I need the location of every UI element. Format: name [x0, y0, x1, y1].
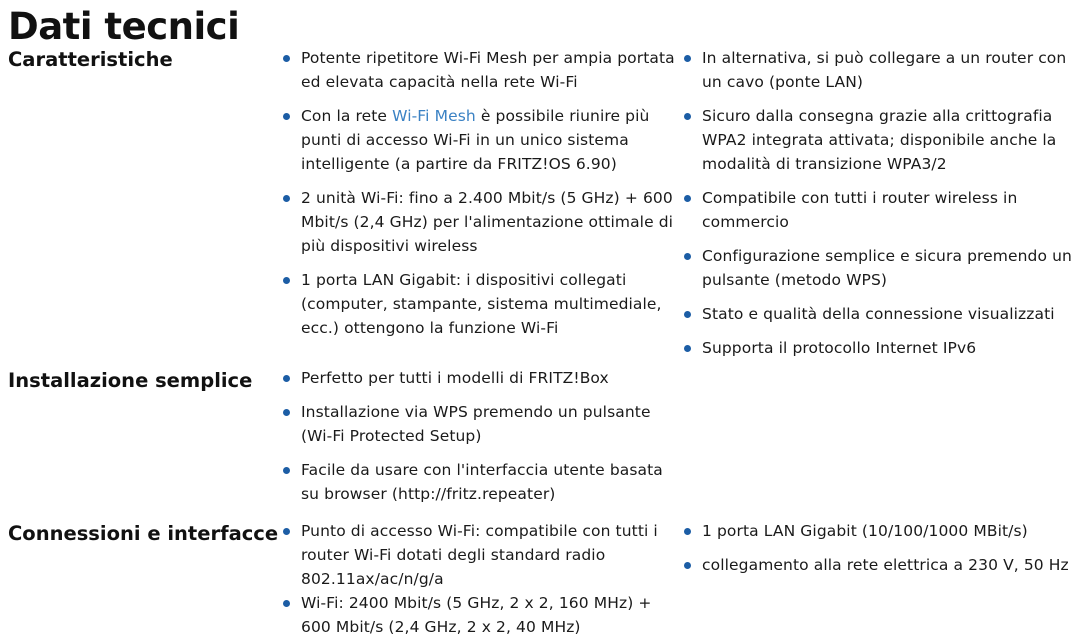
list-item	[283, 591, 675, 639]
section-title-features: Caratteristiche	[8, 48, 173, 71]
bullet-icon	[684, 55, 691, 62]
connections-list-left	[283, 519, 675, 639]
item-text: Configurazione semplice e sicura premendo un pulsante (metodo WPS)	[702, 247, 1072, 289]
item-text: Punto di accesso Wi-Fi: compatibile con tutti i router Wi-Fi dotati degli standard radio 802.11ax/ac/n/g/a	[301, 522, 658, 588]
bullet-icon	[684, 253, 691, 260]
bullet-icon	[684, 345, 691, 352]
list-item	[684, 553, 1076, 577]
wifi-mesh-link[interactable]: Wi-Fi Mesh	[392, 107, 476, 125]
list-item	[684, 104, 1076, 176]
item-text-after: è possibile riunire più punti di accesso Wi-Fi in un unico sistema intelligente (a partire da FRITZ!OS 6.90)	[301, 107, 650, 173]
bullet-icon	[684, 562, 691, 569]
section-title-connections: Connessioni e interfacce	[8, 522, 279, 545]
list-item	[283, 366, 675, 390]
bullet-icon	[283, 55, 290, 62]
item-text: Stato e qualità della connessione visualizzati	[702, 305, 1055, 323]
page-title: Dati tecnici	[8, 5, 240, 48]
item-text-before: Con la rete	[301, 107, 393, 125]
bullet-icon	[283, 528, 290, 535]
list-item	[283, 268, 675, 340]
bullet-icon	[283, 409, 290, 416]
list-item	[684, 519, 1076, 543]
features-list-left	[283, 46, 675, 350]
bullet-icon	[283, 195, 290, 202]
list-item	[684, 302, 1076, 326]
section-title-installation: Installazione semplice	[8, 369, 253, 392]
list-item	[283, 458, 675, 506]
bullet-icon	[283, 113, 290, 120]
list-item	[283, 519, 675, 591]
item-text: collegamento alla rete elettrica a 230 V, 50 Hz	[702, 556, 1069, 574]
bullet-icon	[283, 600, 290, 607]
bullet-icon	[684, 311, 691, 318]
item-text: 2 unità Wi-Fi: fino a 2.400 Mbit/s (5 GHz) + 600 Mbit/s (2,4 GHz) per l'alimentazione ottimale di più dispositivi wireless	[301, 189, 674, 255]
installation-list	[283, 366, 675, 516]
list-item	[283, 46, 675, 94]
features-list-right	[684, 46, 1076, 370]
bullet-icon	[283, 467, 290, 474]
item-text: Compatibile con tutti i router wireless in commercio	[702, 189, 1018, 231]
list-item	[283, 186, 675, 258]
list-item	[684, 186, 1076, 234]
list-item	[283, 400, 675, 448]
item-text: Facile da usare con l'interfaccia utente basata su browser (http://fritz.repeater)	[301, 461, 663, 503]
bullet-icon	[283, 277, 290, 284]
list-item	[684, 46, 1076, 94]
connections-list-right	[684, 519, 1076, 587]
list-item	[684, 336, 1076, 360]
item-text: Sicuro dalla consegna grazie alla crittografia WPA2 integrata attivata; disponibile anche la modalità di transizione WPA3/2	[702, 107, 1057, 173]
item-text: Potente ripetitore Wi-Fi Mesh per ampia portata ed elevata capacità nella rete Wi-Fi	[301, 49, 675, 91]
item-text: Supporta il protocollo Internet IPv6	[702, 339, 977, 357]
list-item	[684, 244, 1076, 292]
bullet-icon	[684, 113, 691, 120]
item-text: 1 porta LAN Gigabit: i dispositivi collegati (computer, stampante, sistema multimediale, ecc.) ottengono la funzione Wi-Fi	[301, 271, 662, 337]
bullet-icon	[684, 195, 691, 202]
list-item	[283, 104, 675, 176]
item-text: Perfetto per tutti i modelli di FRITZ!Box	[301, 369, 609, 387]
item-text: Wi-Fi: 2400 Mbit/s (5 GHz, 2 x 2, 160 MHz) + 600 Mbit/s (2,4 GHz, 2 x 2, 40 MHz)	[301, 594, 652, 636]
bullet-icon	[684, 528, 691, 535]
item-text: In alternativa, si può collegare a un router con un cavo (ponte LAN)	[702, 49, 1067, 91]
item-text: 1 porta LAN Gigabit (10/100/1000 MBit/s)	[702, 522, 1028, 540]
bullet-icon	[283, 375, 290, 382]
item-text: Installazione via WPS premendo un pulsante (Wi-Fi Protected Setup)	[301, 403, 651, 445]
